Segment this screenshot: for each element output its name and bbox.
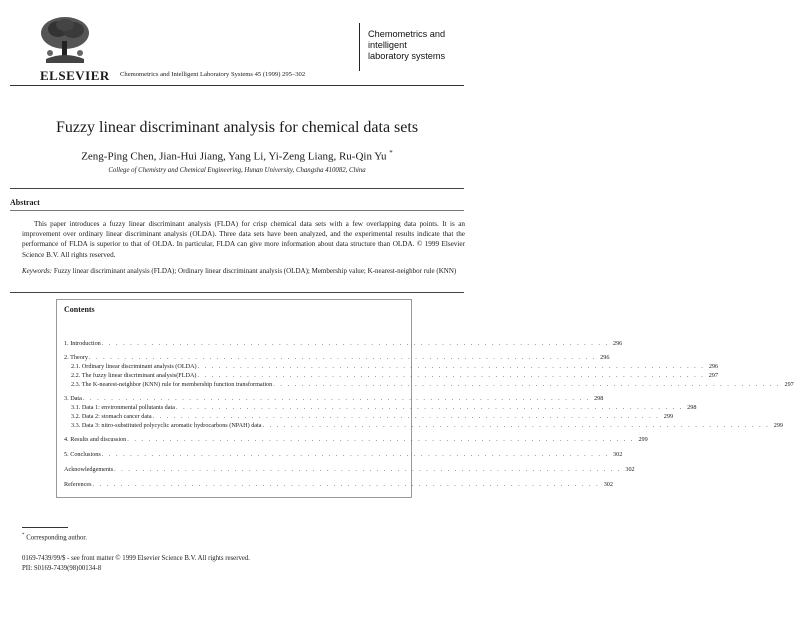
journal-name [368, 29, 468, 62]
publisher-name: ELSEVIER [40, 68, 110, 83]
contents-entry-page: 298 [594, 395, 604, 402]
pii-line: PII: S0169-7439(98)00134-8 [22, 565, 102, 572]
contents-leader-dots: . . . . . . . . . . . . . . . . . . . . . . . . . . . . . . . . . . . . . . . . . . . . . . . . . . . . . . . . . . . . . . . . . . . . . . . . [101, 451, 609, 458]
contents-entry-page: 297 [708, 372, 718, 379]
contents-entry-page: 299 [638, 436, 648, 443]
contents-leader-dots: . . . . . . . . . . . . . . . . . . . . . . . . . . . . . . . . . . . . . . . . . . . . . . . . . . . . . . . . . . . . . . . . . . . . . . . . [92, 481, 600, 488]
contents-leader-dots: . . . . . . . . . . . . . . . . . . . . . . . . . . . . . . . . . . . . . . . . . . . . . . . . . . . . . . . . . . . . . . . . . . . . . . . . [197, 363, 705, 370]
contents-entry-page: 297 [784, 381, 794, 388]
corresponding-author-mark: * [389, 149, 393, 157]
contents-entry-title: 2.2. The fuzzy linear discriminant analysis(FLDA) [71, 372, 197, 379]
contents-leader-dots: . . . . . . . . . . . . . . . . . . . . . . . . . . . . . . . . . . . . . . . . . . . . . . . . . . . . . . . . . . . . . . . . . . . . . . . . [114, 466, 622, 473]
contents-leader-dots: . . . . . . . . . . . . . . . . . . . . . . . . . . . . . . . . . . . . . . . . . . . . . . . . . . . . . . . . . . . . . . . . . . . . . . . . [262, 422, 770, 429]
contents-entry-page: 302 [603, 481, 613, 488]
abstract-bottom-rule [10, 292, 464, 293]
contents-entry-title: 3.3. Data 3: nitro-substituted polycyclic aromatic hydrocarbons (NPAH) data [71, 422, 262, 429]
contents-entry-title: 2.3. The K-nearest-neighbor (KNN) rule for membership function transformation [71, 381, 273, 388]
contents-entry [64, 435, 648, 444]
copyright-line: 0169-7439/99/$ - see front matter © 1999 Elsevier Science B.V. All rights reserved. [22, 555, 250, 562]
contents-entry [64, 465, 635, 474]
contents-entry-title: 3.1. Data 1: environmental pollutants data [71, 404, 175, 411]
contents-leader-dots: . . . . . . . . . . . . . . . . . . . . . . . . . . . . . . . . . . . . . . . . . . . . . . . . . . . . . . . . . . . . . . . . . . . . . . . . [152, 413, 660, 420]
contents-entry-title: 3. Data [64, 395, 82, 402]
journal-name-line: intelligent [368, 40, 407, 50]
contents-entry-title: 2.1. Ordinary linear discriminant analysis (OLDA) [71, 363, 197, 370]
contents-entry-page: 298 [687, 404, 697, 411]
contents-entry-page: 302 [613, 451, 623, 458]
contents-entry-page: 296 [708, 363, 719, 370]
contents-entry [71, 371, 718, 380]
contents-heading: Contents [64, 305, 95, 314]
header-divider [10, 85, 464, 86]
contents-entry [64, 353, 610, 362]
elsevier-tree-logo [38, 15, 92, 65]
journal-name-line: Chemometrics and [368, 29, 446, 39]
abstract-heading-rule [10, 210, 464, 211]
contents-leader-dots: . . . . . . . . . . . . . . . . . . . . . . . . . . . . . . . . . . . . . . . . . . . . . . . . . . . . . . . . . . . . . . . . . . . . . . . . [127, 436, 635, 443]
contents-entry-page: 296 [612, 340, 623, 347]
keywords-text: Fuzzy linear discriminant analysis (FLDA); Ordinary linear discriminant analysis (OLDA); Membership value; K-nearest-neighbor rule (KNN) [53, 267, 457, 275]
author-affiliation: College of Chemistry and Chemical Engineering, Hunan University, Changsha 410082, China [108, 167, 366, 174]
article-title: Fuzzy linear discriminant analysis for chemical data sets [55, 119, 419, 136]
contents-entry-title: 4. Results and discussion [64, 436, 127, 443]
abstract-heading: Abstract [10, 198, 40, 207]
contents-entry-title: Acknowledgements [64, 466, 114, 473]
contents-entry-title: 5. Conclusions [64, 451, 101, 458]
footnote-rule [22, 527, 68, 528]
contents-entry-title: 1. Introduction [64, 340, 101, 347]
authors-text: Zeng-Ping Chen, Jian-Hui Jiang, Yang Li, Yi-Zeng Liang, Ru-Qin Yu [81, 150, 387, 163]
keywords [22, 267, 465, 277]
contents-leader-dots: . . . . . . . . . . . . . . . . . . . . . . . . . . . . . . . . . . . . . . . . . . . . . . . . . . . . . . . . . . . . . . . . . . . . . . . . [197, 372, 705, 379]
journal-citation: Chemometrics and Intelligent Laboratory Systems 45 (1999) 295–302 [120, 71, 306, 78]
contents-leader-dots: . . . . . . . . . . . . . . . . . . . . . . . . . . . . . . . . . . . . . . . . . . . . . . . . . . . . . . . . . . . . . . . . . . . . . . . . [101, 340, 609, 347]
footnote-text: Corresponding author. [26, 534, 87, 542]
footnote [22, 533, 87, 541]
footnote-mark: * [22, 533, 25, 538]
abstract-body: This paper introduces a fuzzy linear discriminant analysis (FLDA) for crisp chemical data sets with a few overlapping data points. It is an improvement over ordinary linear discriminant analysis (OLDA). Three data sets have been analyzed, and the experimental results indicate that the performance of FLDA is superior to that of OLDA. In particular, FLDA can give more information about data structure than OLDA. © 1999 Elsevier Science B.V. All rights reserved. [22, 220, 465, 259]
contents-leader-dots: . . . . . . . . . . . . . . . . . . . . . . . . . . . . . . . . . . . . . . . . . . . . . . . . . . . . . . . . . . . . . . . . . . . . . . . . [88, 354, 597, 361]
contents-entry [64, 394, 604, 403]
contents-entry-title: 3.2. Data 2: stomach cancer data [71, 413, 152, 420]
contents-box [56, 299, 794, 498]
contents-entry-page: 299 [663, 413, 674, 420]
contents-entry [64, 450, 623, 459]
contents-entry [64, 339, 623, 348]
contents-leader-dots: . . . . . . . . . . . . . . . . . . . . . . . . . . . . . . . . . . . . . . . . . . . . . . . . . . . . . . . . . . . . . . . . . . . . . . . . [273, 381, 781, 388]
contents-entry-title: 2. Theory [64, 354, 88, 361]
contents-entry-page: 302 [625, 466, 635, 473]
contents-entry [71, 362, 719, 371]
contents-entry-page: 299 [773, 422, 783, 429]
contents-leader-dots: . . . . . . . . . . . . . . . . . . . . . . . . . . . . . . . . . . . . . . . . . . . . . . . . . . . . . . . . . . . . . . . . . . . . . . . . [175, 404, 684, 411]
keywords-label: Keywords: [22, 267, 53, 275]
contents-entry [71, 421, 783, 430]
abstract-top-rule [10, 188, 464, 189]
contents-entry [71, 380, 794, 389]
author-list [0, 149, 474, 163]
contents-leader-dots: . . . . . . . . . . . . . . . . . . . . . . . . . . . . . . . . . . . . . . . . . . . . . . . . . . . . . . . . . . . . . . . . . . . . . . . . [82, 395, 591, 402]
journal-name-line: laboratory systems [368, 51, 446, 61]
contents-entry [71, 403, 697, 412]
contents-entry [71, 412, 674, 421]
contents-entry [64, 480, 613, 489]
contents-entry-title: References [64, 481, 92, 488]
contents-entry-page: 296 [600, 354, 610, 361]
journal-title-box [359, 23, 464, 71]
